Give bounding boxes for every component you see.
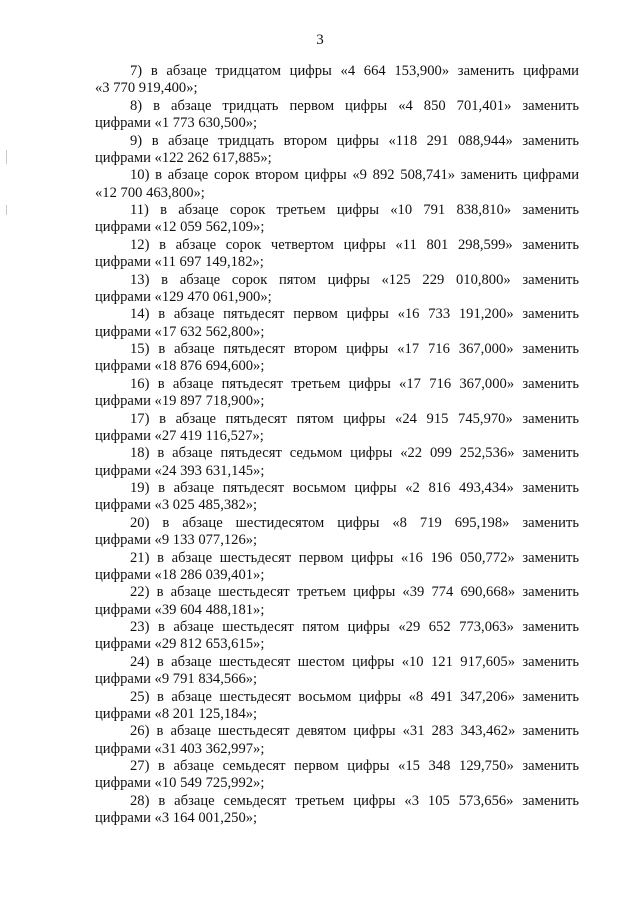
amendment-replacement-value: цифрами «17 632 562,800»; [95, 323, 265, 340]
amendment-replacement-value: цифрами «18 876 694,600»; [95, 358, 265, 375]
amendment-text-line: 11) в абзаце сорок третьем цифры «10 791 838,810» заменить [130, 202, 579, 218]
amendment-item [95, 445, 579, 480]
page-number: 3 [316, 32, 324, 48]
amendment-item [95, 515, 579, 550]
amendment-text-line: 22) в абзаце шестьдесят третьем цифры «39 774 690,668» заменить [130, 584, 579, 601]
amendment-replacement-value: цифрами «31 403 362,997»; [95, 740, 265, 757]
amendment-item [95, 376, 579, 411]
amendment-item [95, 654, 579, 689]
amendment-replacement-value: цифрами «3 025 485,382»; [95, 497, 258, 514]
amendment-item [95, 411, 579, 446]
amendment-replacement-value: цифрами «11 697 149,182»; [95, 254, 264, 271]
scan-edge-mark [6, 150, 7, 164]
amendment-item [95, 237, 579, 272]
amendment-text-line: 7) в абзаце тридцатом цифры «4 664 153,900» заменить цифрами [130, 63, 579, 79]
amendment-text-line: 28) в абзаце семьдесят третьем цифры «3 105 573,656» заменить [130, 792, 579, 809]
amendment-text-line: 19) в абзаце пятьдесят восьмом цифры «2 816 493,434» заменить [130, 480, 579, 496]
amendment-item [95, 272, 579, 307]
scan-edge-mark [6, 205, 7, 215]
amendment-item [95, 550, 579, 585]
amendment-replacement-value: цифрами «1 773 630,500»; [95, 115, 258, 132]
amendment-replacement-value: цифрами «18 286 039,401»; [95, 566, 265, 583]
amendment-text-line: 16) в абзаце пятьдесят третьем цифры «17 716 367,000» заменить [130, 375, 579, 392]
amendment-text-line: 9) в абзаце тридцать втором цифры «118 291 088,944» заменить [130, 132, 579, 149]
amendment-replacement-value: цифрами «39 604 488,181»; [95, 601, 265, 618]
amendment-replacement-value: цифрами «9 791 834,566»; [95, 671, 258, 688]
amendment-text-line: 20) в абзаце шестидесятом цифры «8 719 695,198» заменить [130, 514, 579, 531]
amendment-text-line: 17) в абзаце пятьдесят пятом цифры «24 915 745,970» заменить [130, 410, 579, 427]
amendment-item [95, 98, 579, 133]
amendment-item [95, 133, 579, 168]
amendment-text-line: 25) в абзаце шестьдесят восьмом цифры «8 491 347,206» заменить [130, 688, 579, 705]
amendment-item [95, 758, 579, 793]
amendment-text-line: 13) в абзаце сорок пятом цифры «125 229 010,800» заменить [130, 271, 579, 288]
amendment-text-line: 23) в абзаце шестьдесят пятом цифры «29 652 773,063» заменить [130, 619, 579, 635]
amendment-text-line: 14) в абзаце пятьдесят первом цифры «16 733 191,200» заменить [130, 306, 579, 323]
amendment-item [95, 793, 579, 828]
amendment-item [95, 306, 579, 341]
amendment-replacement-value: цифрами «3 164 001,250»; [95, 810, 258, 827]
amendment-replacement-value: цифрами «8 201 125,184»; [95, 705, 258, 722]
amendment-text-line: 8) в абзаце тридцать первом цифры «4 850 701,401» заменить [130, 97, 579, 114]
amendment-replacement-value: цифрами «19 897 718,900»; [95, 393, 265, 410]
amendment-text-line: 15) в абзаце пятьдесят втором цифры «17 716 367,000» заменить [130, 341, 579, 357]
amendment-text-line: 18) в абзаце пятьдесят седьмом цифры «22 099 252,536» заменить [130, 445, 579, 462]
amendment-replacement-value: цифрами «10 549 725,992»; [95, 775, 265, 792]
amendment-item [95, 619, 579, 654]
amendment-item [95, 689, 579, 724]
amendment-replacement-value: цифрами «29 812 653,615»; [95, 636, 265, 653]
amendment-replacement-value: цифрами «9 133 077,126»; [95, 532, 258, 549]
amendment-item [95, 167, 579, 202]
amendment-replacement-value: цифрами «12 059 562,109»; [95, 219, 265, 236]
amendment-replacement-value: цифрами «27 419 116,527»; [95, 427, 264, 444]
amendment-item [95, 341, 579, 376]
amendment-text-line: 12) в абзаце сорок четвертом цифры «11 801 298,599» заменить [130, 236, 579, 253]
amendment-item [95, 584, 579, 619]
amendment-text-line: 24) в абзаце шестьдесят шестом цифры «10 121 917,605» заменить [130, 653, 579, 670]
amendment-list [95, 63, 579, 828]
amendment-text-line: 27) в абзаце семьдесят первом цифры «15 348 129,750» заменить [130, 758, 579, 774]
amendment-replacement-value: цифрами «24 393 631,145»; [95, 462, 265, 479]
amendment-replacement-value: цифрами «122 262 617,885»; [95, 149, 272, 166]
amendment-item [95, 202, 579, 237]
amendment-item [95, 63, 579, 98]
amendment-replacement-value: цифрами «129 470 061,900»; [95, 288, 272, 305]
amendment-replacement-value: «12 700 463,800»; [95, 184, 205, 201]
amendment-replacement-value: «3 770 919,400»; [95, 80, 198, 97]
amendment-text-line: 10) в абзаце сорок втором цифры «9 892 508,741» заменить цифрами [130, 167, 579, 184]
amendment-item [95, 723, 579, 758]
amendment-text-line: 26) в абзаце шестьдесят девятом цифры «31 283 343,462» заменить [130, 723, 579, 740]
amendment-text-line: 21) в абзаце шестьдесят первом цифры «16 196 050,772» заменить [130, 549, 579, 566]
amendment-item [95, 480, 579, 515]
